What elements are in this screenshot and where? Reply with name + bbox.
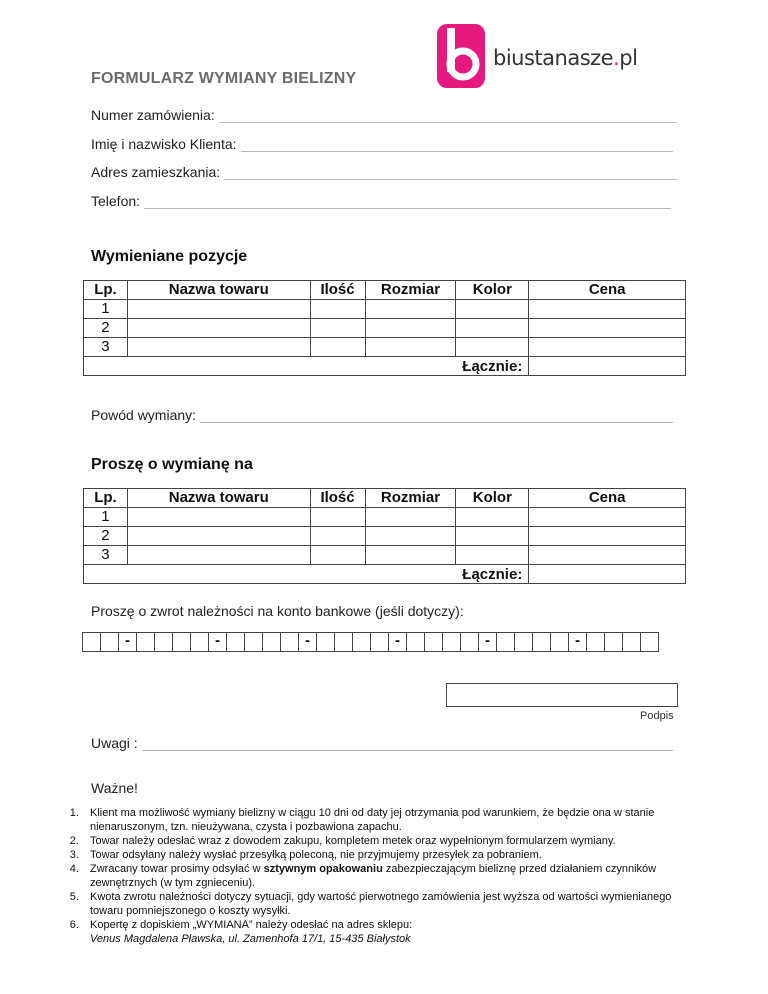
cell-name[interactable] — [127, 300, 310, 319]
table-row — [84, 527, 686, 546]
col-header: Cena — [529, 489, 686, 508]
account-digit-box[interactable] — [154, 632, 173, 652]
cell-color[interactable] — [456, 508, 529, 527]
account-separator: - — [388, 632, 407, 652]
row-number: 1 — [84, 300, 128, 319]
list-item: 6. Kopertę z dopiskiem „WYMIANA” należy odesłać na adres sklepu: Venus Magdalena Pławska, ul. Zamenhofa 17/1, 15-435 Białystok — [82, 918, 676, 946]
account-digit-box[interactable] — [334, 632, 353, 652]
col-header: Lp. — [84, 489, 128, 508]
rules-list — [56, 806, 676, 946]
shop-address: Venus Magdalena Pławska, ul. Zamenhofa 17/1, 15-435 Białystok — [90, 933, 411, 945]
table-row — [84, 300, 686, 319]
col-header: Rozmiar — [365, 489, 456, 508]
table-header-row — [84, 489, 686, 508]
account-digit-box[interactable] — [280, 632, 299, 652]
cell-color[interactable] — [456, 527, 529, 546]
phone-field[interactable]: Telefon: — [91, 193, 671, 209]
total-value[interactable] — [529, 565, 686, 584]
account-digit-box[interactable] — [424, 632, 443, 652]
cell-color[interactable] — [456, 300, 529, 319]
account-digit-box[interactable] — [352, 632, 371, 652]
cell-color[interactable] — [456, 319, 529, 338]
account-digit-box[interactable] — [172, 632, 191, 652]
cell-size[interactable] — [365, 300, 456, 319]
cell-size[interactable] — [365, 546, 456, 565]
total-label: Łącznie: — [84, 357, 529, 376]
returned-items-table — [83, 280, 686, 376]
row-number: 3 — [84, 338, 128, 357]
account-digit-box[interactable] — [262, 632, 281, 652]
account-separator: - — [298, 632, 317, 652]
col-header: Ilość — [310, 281, 365, 300]
total-value[interactable] — [529, 357, 686, 376]
cell-price[interactable] — [529, 338, 686, 357]
bank-account-boxes[interactable] — [83, 632, 659, 652]
cell-name[interactable] — [127, 338, 310, 357]
customer-name-line[interactable] — [241, 139, 673, 152]
address-field[interactable]: Adres zamieszkania: — [91, 164, 677, 180]
col-header: Kolor — [456, 281, 529, 300]
row-number: 3 — [84, 546, 128, 565]
address-line[interactable] — [224, 167, 677, 180]
account-separator: - — [568, 632, 587, 652]
account-digit-box[interactable] — [604, 632, 623, 652]
row-number: 2 — [84, 527, 128, 546]
table-row — [84, 338, 686, 357]
account-digit-box[interactable] — [190, 632, 209, 652]
cell-color[interactable] — [456, 338, 529, 357]
col-header: Kolor — [456, 489, 529, 508]
col-header: Nazwa towaru — [127, 489, 310, 508]
brand-logo — [437, 24, 657, 90]
cell-name[interactable] — [127, 319, 310, 338]
col-header: Rozmiar — [365, 281, 456, 300]
requested-items-heading: Proszę o wymianę na — [91, 456, 253, 473]
col-header: Ilość — [310, 489, 365, 508]
account-digit-box[interactable] — [514, 632, 533, 652]
account-digit-box[interactable] — [82, 632, 101, 652]
account-separator: - — [478, 632, 497, 652]
total-row — [84, 357, 686, 376]
signature-box[interactable] — [446, 683, 678, 707]
cell-qty[interactable] — [310, 508, 365, 527]
returned-items-heading: Wymieniane pozycje — [91, 248, 248, 265]
account-digit-box[interactable] — [640, 632, 659, 652]
notes-field[interactable]: Uwagi : — [91, 735, 673, 751]
total-label: Łącznie: — [84, 565, 529, 584]
cell-name[interactable] — [127, 508, 310, 527]
cell-name[interactable] — [127, 546, 310, 565]
phone-line[interactable] — [144, 196, 671, 209]
account-separator: - — [208, 632, 227, 652]
important-heading: Ważne! — [91, 780, 138, 796]
cell-price[interactable] — [529, 527, 686, 546]
customer-name-field[interactable]: Imię i nazwisko Klienta: — [91, 136, 673, 152]
row-number: 1 — [84, 508, 128, 527]
account-digit-box[interactable] — [100, 632, 119, 652]
list-item: 3. Towar odsyłany należy wysłać przesyłką poleconą, nie przyjmujemy przesyłek za pobraniem. — [82, 848, 676, 862]
logo-b-icon — [437, 24, 493, 90]
table-header-row — [84, 281, 686, 300]
requested-items-table — [83, 488, 686, 584]
cell-qty[interactable] — [310, 300, 365, 319]
cell-name[interactable] — [127, 527, 310, 546]
refund-label: Proszę o zwrot należności na konto bankowe (jeśli dotyczy): — [91, 603, 464, 619]
account-digit-box[interactable] — [532, 632, 551, 652]
row-number: 2 — [84, 319, 128, 338]
cell-price[interactable] — [529, 546, 686, 565]
col-header: Cena — [529, 281, 686, 300]
cell-color[interactable] — [456, 546, 529, 565]
account-digit-box[interactable] — [586, 632, 605, 652]
account-digit-box[interactable] — [442, 632, 461, 652]
cell-price[interactable] — [529, 300, 686, 319]
form-title: FORMULARZ WYMIANY BIELIZNY — [91, 70, 357, 87]
cell-price[interactable] — [529, 508, 686, 527]
cell-qty[interactable] — [310, 338, 365, 357]
reason-field[interactable]: Powód wymiany: — [91, 407, 673, 423]
account-digit-box[interactable] — [550, 632, 569, 652]
signature-label: Podpis — [640, 710, 674, 722]
reason-line[interactable] — [200, 410, 673, 423]
list-item: 1. Klient ma możliwość wymiany bielizny w ciągu 10 dni od daty jej otrzymania pod warunkiem, że będzie ona w stanie nienaruszonym, tzn. nieużywana, czysta i pozbawiona zapachu. — [82, 806, 676, 834]
account-digit-box[interactable] — [370, 632, 389, 652]
account-digit-box[interactable] — [136, 632, 155, 652]
list-item: 4. Zwracany towar prosimy odsyłać w sztywnym opakowaniu zabezpieczającym bieliznę przed działaniem czynników zewnętrznych (w tym zgnieceniu). — [82, 862, 676, 890]
account-digit-box[interactable] — [244, 632, 263, 652]
list-item: 5. Kwota zwrotu należności dotyczy sytuacji, gdy wartość pierwotnego zamówienia jest wyższa od wartości wymienianego towaru pomniejszonego o koszty wysyłki. — [82, 890, 676, 918]
account-separator: - — [118, 632, 137, 652]
col-header: Nazwa towaru — [127, 281, 310, 300]
account-digit-box[interactable] — [622, 632, 641, 652]
cell-size[interactable] — [365, 319, 456, 338]
account-digit-box[interactable] — [496, 632, 515, 652]
col-header: Lp. — [84, 281, 128, 300]
table-row — [84, 546, 686, 565]
table-row — [84, 319, 686, 338]
cell-size[interactable] — [365, 527, 456, 546]
cell-qty[interactable] — [310, 527, 365, 546]
cell-size[interactable] — [365, 338, 456, 357]
account-digit-box[interactable] — [460, 632, 479, 652]
cell-qty[interactable] — [310, 319, 365, 338]
account-digit-box[interactable] — [226, 632, 245, 652]
logo-text: biustanasze.pl — [493, 46, 638, 70]
order-number-line[interactable] — [219, 110, 677, 123]
account-digit-box[interactable] — [316, 632, 335, 652]
cell-price[interactable] — [529, 319, 686, 338]
order-number-field[interactable]: Numer zamówienia: — [91, 107, 677, 123]
notes-line[interactable] — [142, 738, 673, 751]
account-digit-box[interactable] — [406, 632, 425, 652]
list-item: 2. Towar należy odesłać wraz z dowodem zakupu, kompletem metek oraz wypełnionym formularzem wymiany. — [82, 834, 676, 848]
total-row — [84, 565, 686, 584]
table-row — [84, 508, 686, 527]
cell-qty[interactable] — [310, 546, 365, 565]
cell-size[interactable] — [365, 508, 456, 527]
